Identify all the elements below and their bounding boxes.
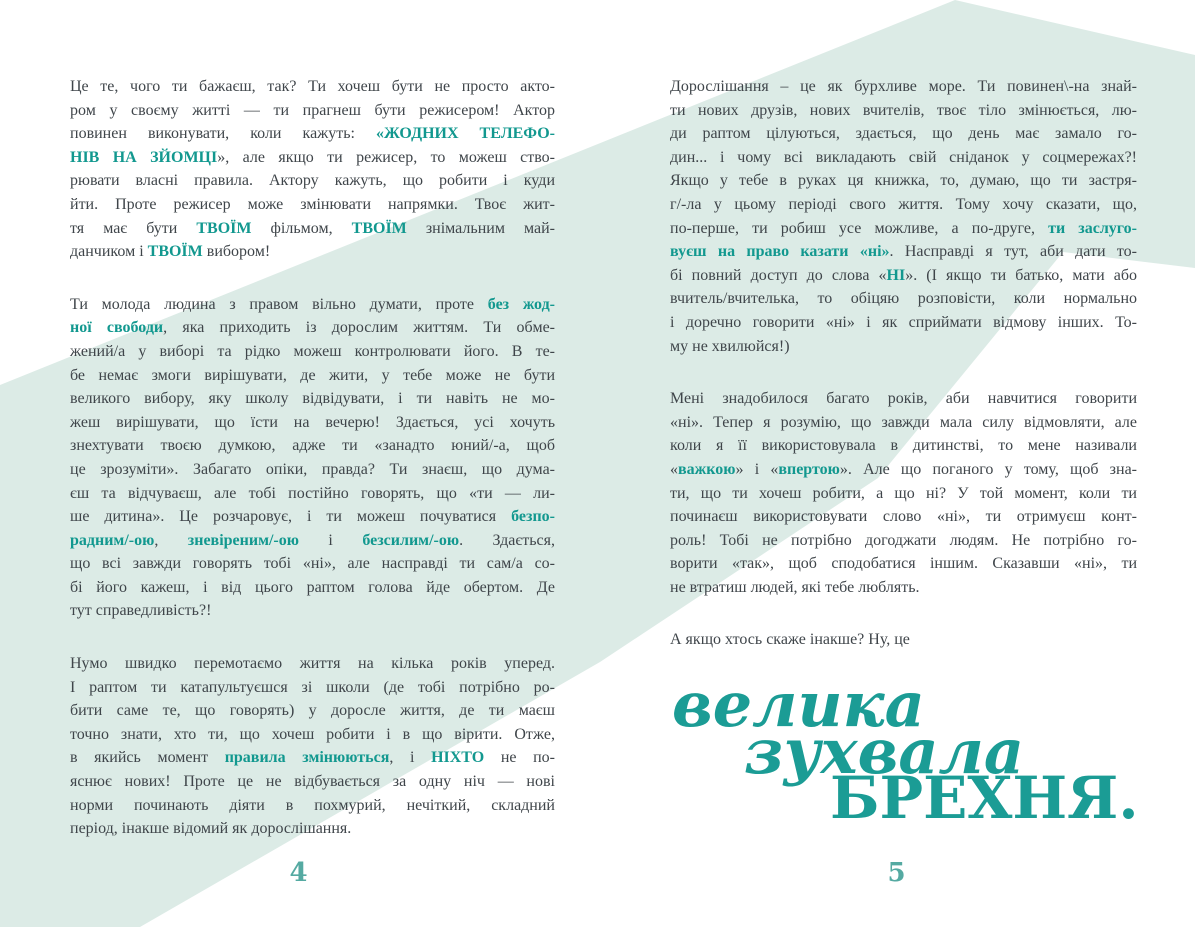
text-line <box>670 434 1137 458</box>
accent-text: вуєш на право казати «ні» <box>670 243 890 261</box>
body-text: дин... і чому всі викладають свій сніданок у соцмережах?! <box>670 148 1137 166</box>
body-text: І раптом ти катапультуєшся зі школи (де тобі потрібно ро- <box>70 678 555 696</box>
text-line <box>670 576 1137 600</box>
text-line <box>70 505 555 529</box>
text-line <box>70 529 555 553</box>
display-headline <box>670 668 1139 833</box>
body-text: це зрозуміти». Забагато опіки, правда? Ти знаєш, що дума- <box>70 460 555 478</box>
body-text: і доречно говорити «ні» і як сприймати відмову інших. То- <box>670 313 1137 331</box>
text-line <box>70 411 555 435</box>
text-line <box>670 264 1137 288</box>
body-text: в якийсь момент <box>70 749 225 767</box>
text-line <box>670 287 1137 311</box>
text-line <box>670 387 1137 411</box>
accent-text: важкою <box>678 460 736 478</box>
body-text: бі його кажеш, і від цього раптом голова йде обертом. Де <box>70 578 555 596</box>
accent-text: без жод- <box>487 295 556 313</box>
left-page-text <box>70 75 555 870</box>
text-line <box>70 217 555 241</box>
text-line <box>70 746 555 770</box>
text-line <box>70 817 555 841</box>
body-text: бе немає змоги вирішувати, де жити, у тебе може не бути <box>70 366 555 384</box>
accent-text: ТВОЇМ <box>147 243 203 261</box>
body-text: г/-ла у цьому періоді свого життя. Тому хочу сказати, що, <box>670 195 1137 213</box>
text-line <box>670 240 1137 264</box>
body-text: му не хвилюйся!) <box>670 337 790 355</box>
display-text-line: зухвала <box>744 715 1025 789</box>
accent-text: НІХТО <box>431 749 485 767</box>
body-text: норми починають діяти в похмурий, нечіткий, складний <box>70 796 555 814</box>
body-text: що всі завжди говорять тобі «ні», але насправді ти сам/а со- <box>70 555 555 573</box>
body-text: по-перше, ти робиш усе можливе, а по-друге, <box>670 219 1049 237</box>
body-text: роль! Тобі не потрібно догоджати людям. Не потрібно го- <box>670 531 1137 549</box>
text-line <box>670 169 1137 193</box>
body-text: яснює нових! Проте це не відбувається за одну ніч — нові <box>70 773 555 791</box>
body-text: ». (І якщо ти батько, мати або <box>905 266 1137 284</box>
body-text: Мені знадобилося багато років, аби навчитися говорити <box>670 390 1137 408</box>
body-text: повинен виконувати, коли кажуть: <box>70 125 376 143</box>
text-line <box>70 599 555 623</box>
accent-text: зневіреним/-ою <box>187 531 299 549</box>
accent-text: ТВОЇМ <box>196 219 252 237</box>
body-text: тут справедливість?! <box>70 602 212 620</box>
text-line <box>70 340 555 364</box>
text-line <box>70 387 555 411</box>
body-text: йти. Проте режисер може змінювати напрямки. Твоє жит- <box>70 195 555 213</box>
text-line <box>70 240 555 264</box>
text-line <box>670 529 1137 553</box>
text-line <box>70 552 555 576</box>
text-line <box>70 316 555 340</box>
text-line <box>670 217 1137 241</box>
body-text: ди раптом цілуються, здається, що день має замало го- <box>670 125 1137 143</box>
paragraph <box>670 75 1137 358</box>
body-text: , яка приходить із дорослим життям. Ти обме- <box>163 319 556 337</box>
text-line <box>70 458 555 482</box>
text-line <box>670 122 1137 146</box>
body-text: ». Але що поганого у тому, щоб зна- <box>839 460 1137 478</box>
accent-text: безпо- <box>511 508 555 526</box>
text-line <box>670 311 1137 335</box>
text-line <box>70 699 555 723</box>
body-text: », але якщо ти режисер, то можеш ство- <box>217 148 556 166</box>
body-text: бити саме те, що говорять) у доросле життя, де ти маєш <box>70 702 555 720</box>
text-line <box>670 75 1137 99</box>
accent-text: НІВ НА ЗЙОМЦІ <box>70 148 218 166</box>
text-line <box>70 364 555 388</box>
body-text: ти, що ти хочеш робити, а що ні? У той момент, коли ти <box>670 484 1137 502</box>
body-text: « <box>670 460 678 478</box>
body-text: ром у своєму житті — ти прагнеш бути режисером! Актор <box>70 101 555 119</box>
body-text: бі повний доступ до слова « <box>670 266 887 284</box>
body-text: тя має бути <box>70 219 197 237</box>
body-text: . Насправді я тут, аби дати то- <box>889 243 1137 261</box>
paragraph <box>70 652 555 841</box>
body-text: . Здається, <box>459 531 555 549</box>
page-number-left: 4 <box>289 858 308 888</box>
body-text: фільмом, <box>251 219 352 237</box>
body-text: вчитель/вчителька, то обіцяю розповісти, коли нормально <box>670 290 1137 308</box>
text-line <box>70 434 555 458</box>
body-text: Нумо швидко перемотаємо життя на кілька років уперед. <box>70 655 555 673</box>
text-line <box>670 335 1137 359</box>
body-text: » і « <box>735 460 779 478</box>
right-page-paragraphs <box>670 75 1137 652</box>
body-text: А якщо хтось скаже інакше? Ну, це <box>670 631 910 649</box>
paragraph <box>70 293 555 623</box>
body-text: точно знати, хто ти, що хочеш робити і в що вірити. Отже, <box>70 725 555 743</box>
paragraph <box>670 387 1137 599</box>
right-page-text <box>670 75 1139 833</box>
text-line <box>70 122 555 146</box>
text-line <box>670 552 1137 576</box>
body-text: рювати власні правила. Актору кажуть, що робити і куди <box>70 172 555 190</box>
body-text: знімальним май- <box>406 219 556 237</box>
body-text: «ні». Тепер я розумію, що завжди мала силу відмовляти, але <box>670 413 1137 431</box>
body-text: Дорослішання – це як бурхливе море. Ти повинен\-на знай- <box>670 78 1137 95</box>
text-line <box>70 482 555 506</box>
text-line <box>670 505 1137 529</box>
text-line <box>70 293 555 317</box>
text-line <box>70 75 555 99</box>
display-text-line: БРЕХНЯ. <box>830 764 1139 833</box>
accent-text: радним/-ою <box>70 531 155 549</box>
body-text: ше дитина». Це розчаровує, і ти можеш почуватися <box>70 508 512 526</box>
accent-text: ТВОЇМ <box>351 219 407 237</box>
text-line <box>70 652 555 676</box>
text-line <box>670 146 1137 170</box>
accent-text: ти заслуго- <box>1048 219 1137 237</box>
text-line <box>670 411 1137 435</box>
body-text: період, інакше відомий як дорослішання. <box>70 820 352 838</box>
text-line <box>670 193 1137 217</box>
body-text: починаєш використовувати слово «ні», ти отримуєш конт- <box>670 508 1137 526</box>
body-text: Це те, чого ти бажаєш, так? Ти хочеш бути не просто акто- <box>70 78 555 95</box>
text-line <box>70 146 555 170</box>
text-line <box>670 99 1137 123</box>
accent-text: правила змінюються <box>224 749 390 767</box>
body-text: жений/а у виборі та рідко можеш контролювати його. В те- <box>70 342 555 360</box>
body-text: знехтувати твоєю думкою, адже ти «занадто юний/-а, щоб <box>70 437 555 455</box>
accent-text: впертою <box>778 460 840 478</box>
text-line <box>70 193 555 217</box>
page-number-right: 5 <box>887 858 906 888</box>
text-line <box>70 169 555 193</box>
body-text: вибором! <box>202 243 271 261</box>
body-text: жеш вирішувати, що їсти на вечерю! Здається, усі хочуть <box>70 413 555 431</box>
accent-text: ної свободи <box>70 319 164 337</box>
display-text-line: велика <box>672 668 925 742</box>
body-text: великого вибору, яку школу відвідувати, і ти навіть не мо- <box>70 390 555 408</box>
body-text: єш та відчуваєш, але тобі постійно говорять, що «ти — ли- <box>70 484 555 502</box>
accent-text: «ЖОДНИХ ТЕЛЕФО- <box>376 125 555 143</box>
accent-text: безсилим/-ою <box>362 531 460 549</box>
body-text: , і <box>389 749 432 767</box>
text-line <box>670 628 1137 652</box>
body-text: данчиком і <box>70 243 148 261</box>
text-line <box>70 576 555 600</box>
body-text: не втратиш людей, які тебе люблять. <box>670 578 920 596</box>
body-text: не по- <box>484 749 556 767</box>
body-text: ворити «так», щоб сподобатися іншим. Сказавши «ні», ти <box>670 555 1137 573</box>
text-line <box>70 723 555 747</box>
text-line <box>70 794 555 818</box>
body-text: Якщо у тебе в руках ця книжка, то, думаю, що ти застря- <box>670 172 1137 190</box>
paragraph <box>670 628 1137 652</box>
text-line <box>70 99 555 123</box>
text-line <box>70 676 555 700</box>
text-line <box>670 482 1137 506</box>
text-line <box>670 458 1137 482</box>
paragraph <box>70 75 555 264</box>
text-line <box>70 770 555 794</box>
body-text: і <box>298 531 363 549</box>
body-text: , <box>154 531 188 549</box>
accent-text: НІ <box>886 266 906 284</box>
body-text: коли я її використовувала в дитинстві, то мене називали <box>670 437 1137 455</box>
body-text: Ти молода людина з правом вільно думати, проте <box>70 295 488 313</box>
body-text: ти нових друзів, нових вчителів, твоє тіло змінюється, лю- <box>670 101 1137 119</box>
